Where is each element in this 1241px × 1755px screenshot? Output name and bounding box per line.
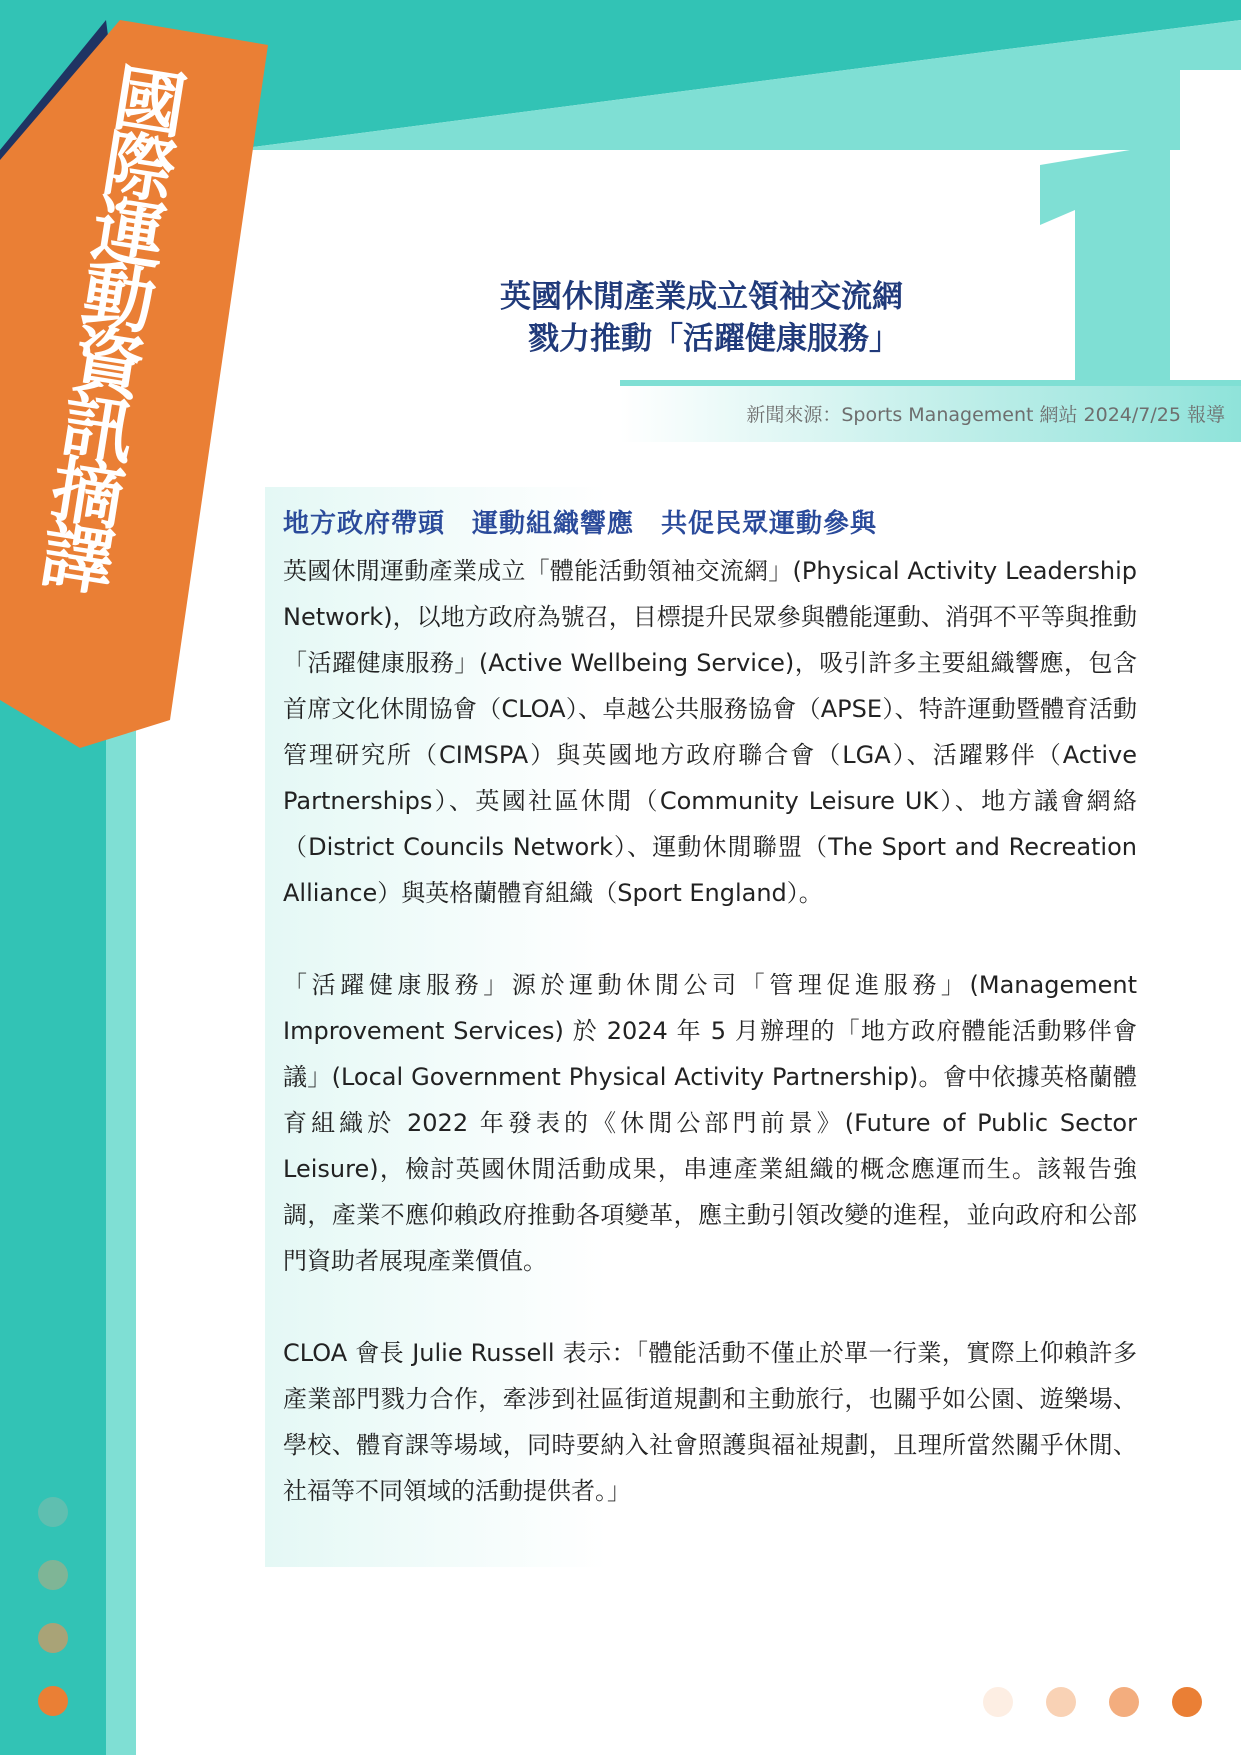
news-source: 新聞來源：Sports Management 網站 2024/7/25 報導	[746, 404, 1225, 426]
article-body	[283, 503, 1137, 1560]
title-line-1: 英國休閒產業成立領袖交流網	[500, 279, 903, 315]
title-line-2: 戮力推動「活躍健康服務」	[528, 321, 900, 357]
paragraph-2: 「活躍健康服務」源於運動休閒公司「管理促進服務」(Management Improvement Services) 於 2024 年 5 月辦理的「地方政府體能活動夥伴會議」(Local Government Physical Activity Partnership)。會中依據英格蘭體育組織於 2022 年發表的《休閒公部門前景》(Future of Public Sector Leisure)，檢討英國休閒活動成果，串連產業組織的概念應運而生。該報告強調，產業不應仰賴政府推動各項變革，應主動引領改變的進程，並向政府和公部門資助者展現產業價值。	[283, 971, 1137, 1275]
left-dot-4	[38, 1686, 68, 1716]
article-subheading: 地方政府帶頭 運動組織響應 共促民眾運動參與	[283, 509, 878, 539]
banner-text: 國際運動資訊摘譯	[35, 55, 192, 607]
article-title	[500, 276, 1020, 360]
paragraph-1: 英國休閒運動產業成立「體能活動領袖交流網」(Physical Activity Leadership Network)，以地方政府為號召，目標提升民眾參與體能運動、消弭不平等與推動「活躍健康服務」(Active Wellbeing Service)，吸引許多主要組織響應，包含首席文化休閒協會（CLOA）、卓越公共服務協會（APSE）、特許運動暨體育活動管理研究所（CIMSPA）與英國地方政府聯合會（LGA）、活躍夥伴（Active Partnerships）、英國社區休閒（Community Leisure UK）、地方議會網絡（District Councils Network）、運動休閒聯盟（The Sport and Recreation Alliance）與英格蘭體育組織（Sport England）。	[283, 557, 1137, 907]
left-dot-1	[38, 1497, 68, 1527]
bottom-dot-2	[1046, 1687, 1076, 1717]
left-dot-3	[38, 1623, 68, 1653]
bottom-dot-3	[1109, 1687, 1139, 1717]
bottom-dot-4	[1172, 1687, 1202, 1717]
bottom-dot-1	[983, 1687, 1013, 1717]
paragraph-3: CLOA 會長 Julie Russell 表示：「體能活動不僅止於單一行業，實際上仰賴許多產業部門戮力合作，牽涉到社區街道規劃和主動旅行，也關乎如公園、遊樂場、學校、體育課等場域，同時要納入社會照護與福祉規劃，且理所當然關乎休閒、社福等不同領域的活動提供者。」	[283, 1339, 1137, 1505]
left-dot-2	[38, 1560, 68, 1590]
